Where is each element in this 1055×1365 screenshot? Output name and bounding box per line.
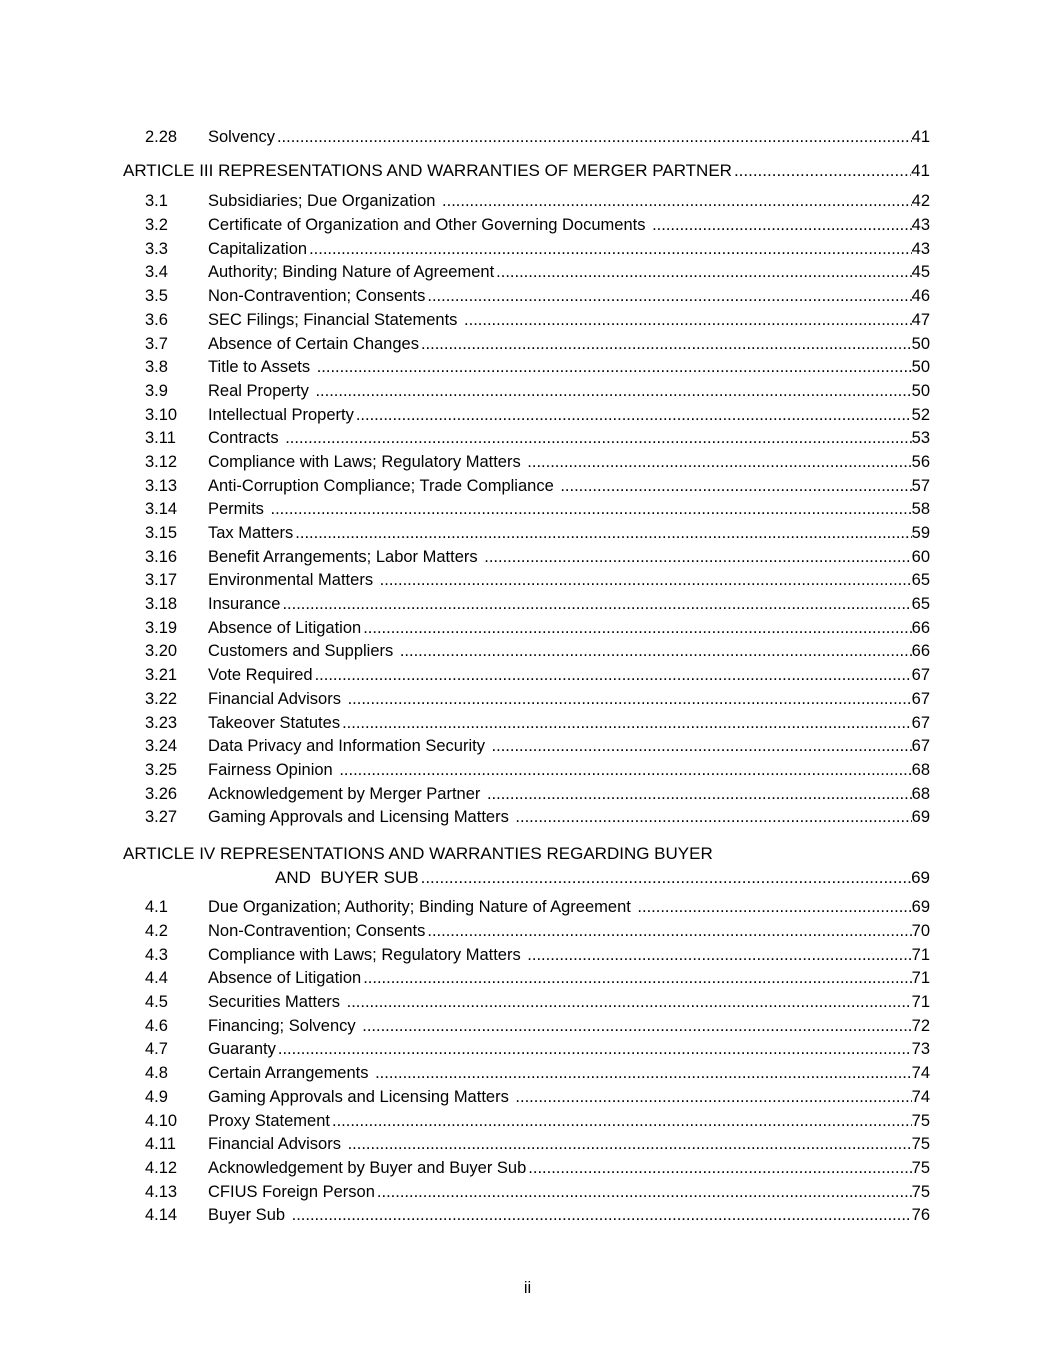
entry-title: Acknowledgement by Buyer and Buyer Sub [208, 1158, 527, 1177]
entry-title: Compliance with Laws; Regulatory Matters [208, 452, 526, 471]
toc-entry-row [123, 1086, 930, 1110]
entry-number: 4.14 [145, 1206, 178, 1225]
dot-leader [464, 309, 912, 333]
entry-number: 3.11 [145, 429, 176, 448]
toc-entry-row [123, 261, 930, 285]
entry-title: Customers and Suppliers [208, 642, 398, 661]
table-of-contents [123, 126, 930, 1228]
entry-number: 4.11 [145, 1135, 176, 1154]
toc-entry-row [123, 190, 930, 214]
entry-page-number: 43 [911, 216, 930, 235]
entry-title: Due Organization; Authority; Binding Nature of Agreement [208, 898, 636, 917]
entry-number: 3.9 [145, 381, 168, 400]
entry-page-number: 72 [911, 1016, 930, 1035]
entry-title: Fairness Opinion [208, 760, 338, 779]
toc-entry-row [123, 380, 930, 404]
toc-entry-row [123, 664, 930, 688]
entry-title: Acknowledgement by Merger Partner [208, 784, 485, 803]
entry-title: Data Privacy and Information Security [208, 737, 490, 756]
entry-number: 4.5 [145, 993, 168, 1012]
entry-title: Financial Advisors [208, 689, 346, 708]
page-footer-number: ii [523, 1279, 532, 1297]
toc-entry-row [123, 1038, 930, 1062]
entry-page-number: 50 [911, 334, 930, 353]
toc-entry-row [123, 783, 930, 807]
entry-page-number: 71 [911, 945, 930, 964]
toc-entry-row [123, 1157, 930, 1181]
toc-entry-row [123, 1204, 930, 1228]
entry-title: Compliance with Laws; Regulatory Matters [208, 945, 526, 964]
dot-leader [292, 1204, 912, 1228]
entry-title: Capitalization [208, 239, 308, 258]
toc-entry-row [123, 238, 930, 262]
dot-leader [427, 285, 911, 309]
entry-title: Solvency [208, 128, 275, 146]
entry-number: 4.12 [145, 1158, 178, 1177]
entry-page-number: 46 [911, 287, 930, 306]
entry-page-number: 71 [911, 993, 930, 1012]
entry-title: Real Property [208, 381, 314, 400]
entry-number: 4.13 [145, 1182, 178, 1201]
dot-leader [377, 1181, 912, 1205]
entry-page-number: 65 [911, 595, 930, 614]
entry-title: Certificate of Organization and Other Governing Documents [208, 216, 651, 235]
entry-page-number: 52 [911, 405, 930, 424]
dot-leader [484, 546, 911, 570]
dot-leader [342, 712, 912, 736]
toc-entry-row [123, 991, 930, 1015]
entry-number: 3.6 [145, 310, 168, 329]
dot-leader [277, 126, 912, 150]
toc-entry-row [123, 759, 930, 783]
entry-title: SEC Filings; Financial Statements [208, 310, 463, 329]
entry-title: Absence of Certain Changes [208, 334, 419, 353]
entry-title: Financing; Solvency [208, 1016, 361, 1035]
entry-title: Non-Contravention; Consents [208, 287, 426, 306]
toc-entry-row [123, 309, 930, 333]
dot-leader [295, 522, 911, 546]
entry-title: Vote Required [208, 666, 313, 685]
toc-entry-row [123, 498, 930, 522]
entry-page-number: 75 [911, 1135, 930, 1154]
toc-entry-row [123, 427, 930, 451]
toc-entry-row [123, 1015, 930, 1039]
entry-page-number: 69 [911, 898, 930, 917]
entry-number: 4.4 [145, 969, 168, 988]
dot-leader [363, 617, 911, 641]
entry-number: 4.10 [145, 1111, 178, 1130]
dot-leader [527, 451, 911, 475]
dot-leader [271, 498, 912, 522]
toc-entry-row [123, 404, 930, 428]
toc-entry-row [123, 920, 930, 944]
entry-page-number: 67 [911, 689, 930, 708]
dot-leader [309, 238, 912, 262]
dot-leader [421, 333, 912, 357]
toc-entry-row [123, 1062, 930, 1086]
dot-leader [380, 569, 912, 593]
page-footer [0, 1277, 1055, 1301]
dot-leader [348, 1133, 912, 1157]
entry-page-number: 58 [911, 500, 930, 519]
entry-number: 3.15 [145, 524, 178, 543]
entry-number: 3.7 [145, 334, 168, 353]
entry-page-number: 75 [911, 1111, 930, 1130]
dot-leader [282, 593, 911, 617]
dot-leader [527, 944, 911, 968]
entry-number: 3.3 [145, 239, 168, 258]
dot-leader [637, 896, 911, 920]
dot-leader [362, 1015, 911, 1039]
entry-number: 4.7 [145, 1040, 168, 1059]
entry-title: Certain Arrangements [208, 1064, 374, 1083]
toc-entry-row [123, 967, 930, 991]
article-heading-line1: ARTICLE IV REPRESENTATIONS AND WARRANTIES REGARDING BUYER [123, 843, 713, 863]
entry-title: Gaming Approvals and Licensing Matters [208, 1087, 514, 1106]
entry-page-number: 67 [911, 666, 930, 685]
dot-leader [285, 427, 911, 451]
entry-page-number: 73 [911, 1040, 930, 1059]
dot-leader [652, 214, 912, 238]
entry-page-number: 75 [911, 1158, 930, 1177]
toc-entry-row [123, 593, 930, 617]
toc-entry-row [123, 546, 930, 570]
entry-title: Authority; Binding Nature of Agreement [208, 263, 495, 282]
dot-leader [528, 1157, 911, 1181]
toc-entry-row [123, 806, 930, 830]
entry-number: 3.10 [145, 405, 178, 424]
entry-title: Absence of Litigation [208, 618, 362, 637]
entry-title: Non-Contravention; Consents [208, 922, 426, 941]
toc-entry-row [123, 451, 930, 475]
entry-number: 3.13 [145, 476, 178, 495]
toc-entry-row [123, 712, 930, 736]
toc-entry-row [123, 1181, 930, 1205]
toc-entry-row [123, 356, 930, 380]
toc-entry-row [123, 896, 930, 920]
entry-page-number: 74 [911, 1087, 930, 1106]
entry-number: 4.2 [145, 922, 168, 941]
entry-title: Absence of Litigation [208, 969, 362, 988]
entry-page-number: 43 [911, 239, 930, 258]
dot-leader [339, 759, 911, 783]
entry-page-number: 69 [911, 808, 930, 827]
entry-page-number: 57 [911, 476, 930, 495]
toc-article-heading-row [123, 159, 930, 183]
entry-page-number: 59 [911, 524, 930, 543]
dot-leader [348, 688, 912, 712]
entry-number: 2.28 [145, 128, 178, 146]
entry-page-number: 71 [911, 969, 930, 988]
entry-title: Financial Advisors [208, 1135, 346, 1154]
toc-entry-row [123, 475, 930, 499]
entry-page-number: 60 [911, 547, 930, 566]
entry-number: 3.21 [145, 666, 178, 685]
entry-number: 3.8 [145, 358, 168, 377]
entry-number: 3.16 [145, 547, 178, 566]
toc-entry-row [123, 569, 930, 593]
entry-number: 3.4 [145, 263, 168, 282]
entry-title: Permits [208, 500, 269, 519]
entry-page-number: 67 [911, 713, 930, 732]
entry-page-number: 50 [911, 381, 930, 400]
entry-number: 4.9 [145, 1087, 168, 1106]
entry-page-number: 47 [911, 310, 930, 329]
entry-number: 3.18 [145, 595, 178, 614]
entry-title: Gaming Approvals and Licensing Matters [208, 808, 514, 827]
entry-page-number: 50 [911, 358, 930, 377]
dot-leader [317, 356, 912, 380]
dot-leader [442, 190, 912, 214]
dot-leader [400, 640, 912, 664]
toc-entry-row [123, 617, 930, 641]
entry-title: Benefit Arrangements; Labor Matters [208, 547, 483, 566]
entry-number: 4.6 [145, 1016, 168, 1035]
dot-leader [427, 920, 911, 944]
entry-page-number: 66 [911, 642, 930, 661]
toc-entry-row [123, 688, 930, 712]
toc-entry-row [123, 640, 930, 664]
entry-number: 3.27 [145, 808, 178, 827]
toc-entry-row [123, 126, 930, 150]
toc-entry-row [123, 1133, 930, 1157]
entry-number: 3.22 [145, 689, 178, 708]
toc-entry-row [123, 333, 930, 357]
entry-number: 3.25 [145, 760, 178, 779]
toc-entry-row [123, 944, 930, 968]
dot-leader [363, 967, 911, 991]
dot-leader [375, 1062, 912, 1086]
entry-page-number: 66 [911, 618, 930, 637]
entry-title: Environmental Matters [208, 571, 378, 590]
entry-page-number: 41 [911, 128, 930, 146]
entry-title: Tax Matters [208, 524, 294, 543]
dot-leader [560, 475, 911, 499]
entry-title: Subsidiaries; Due Organization [208, 192, 441, 211]
entry-title: Buyer Sub [208, 1206, 290, 1225]
dot-leader [347, 991, 912, 1015]
dot-leader [278, 1038, 912, 1062]
entry-number: 3.26 [145, 784, 178, 803]
entry-title: Insurance [208, 595, 281, 614]
entry-number: 4.8 [145, 1064, 168, 1083]
entry-number: 3.12 [145, 452, 178, 471]
toc-entry-row [123, 285, 930, 309]
toc-entry-row [123, 214, 930, 238]
entry-page-number: 65 [911, 571, 930, 590]
article-heading-title: ARTICLE III REPRESENTATIONS AND WARRANTIES OF MERGER PARTNER [123, 160, 732, 180]
article-heading-line2: AND BUYER SUB [275, 867, 419, 887]
entry-number: 3.17 [145, 571, 178, 590]
dot-leader [515, 1086, 911, 1110]
entry-page-number: 74 [911, 1064, 930, 1083]
entry-number: 3.5 [145, 287, 168, 306]
entry-page-number: 68 [911, 760, 930, 779]
entry-page-number: 56 [911, 452, 930, 471]
article-page-number: 69 [911, 867, 930, 887]
entry-number: 3.19 [145, 618, 178, 637]
entry-title: CFIUS Foreign Person [208, 1182, 375, 1201]
dot-leader [496, 261, 911, 285]
entry-page-number: 45 [911, 263, 930, 282]
entry-title: Takeover Statutes [208, 713, 341, 732]
dot-leader [515, 806, 911, 830]
entry-title: Title to Assets [208, 358, 315, 377]
entry-number: 3.23 [145, 713, 178, 732]
toc-entry-row [123, 522, 930, 546]
entry-number: 3.2 [145, 216, 168, 235]
entry-page-number: 76 [911, 1206, 930, 1225]
toc-entry-row [123, 735, 930, 759]
entry-number: 3.14 [145, 500, 178, 519]
entry-page-number: 42 [911, 192, 930, 211]
entry-number: 4.3 [145, 945, 168, 964]
entry-number: 3.1 [145, 192, 168, 211]
dot-leader [315, 664, 912, 688]
entry-page-number: 75 [911, 1182, 930, 1201]
dot-leader [492, 735, 912, 759]
entry-title: Intellectual Property [208, 405, 354, 424]
entry-page-number: 53 [911, 429, 930, 448]
article-page-number: 41 [911, 160, 930, 180]
toc-article-heading-two-line [123, 842, 930, 889]
entry-page-number: 70 [911, 922, 930, 941]
entry-title: Proxy Statement [208, 1111, 330, 1130]
entry-number: 3.20 [145, 642, 178, 661]
dot-leader [356, 404, 912, 428]
entry-number: 4.1 [145, 898, 168, 917]
entry-title: Anti-Corruption Compliance; Trade Compliance [208, 476, 559, 495]
entry-title: Guaranty [208, 1040, 276, 1059]
entry-page-number: 67 [911, 737, 930, 756]
entry-page-number: 68 [911, 784, 930, 803]
entry-title: Contracts [208, 429, 284, 448]
article-heading-line2-row [123, 866, 930, 890]
toc-entry-row [123, 1110, 930, 1134]
dot-leader [315, 380, 911, 404]
entry-title: Securities Matters [208, 993, 345, 1012]
dot-leader [332, 1110, 912, 1134]
entry-number: 3.24 [145, 737, 178, 756]
dot-leader [734, 159, 911, 183]
dot-leader [487, 783, 912, 807]
dot-leader [421, 866, 911, 890]
